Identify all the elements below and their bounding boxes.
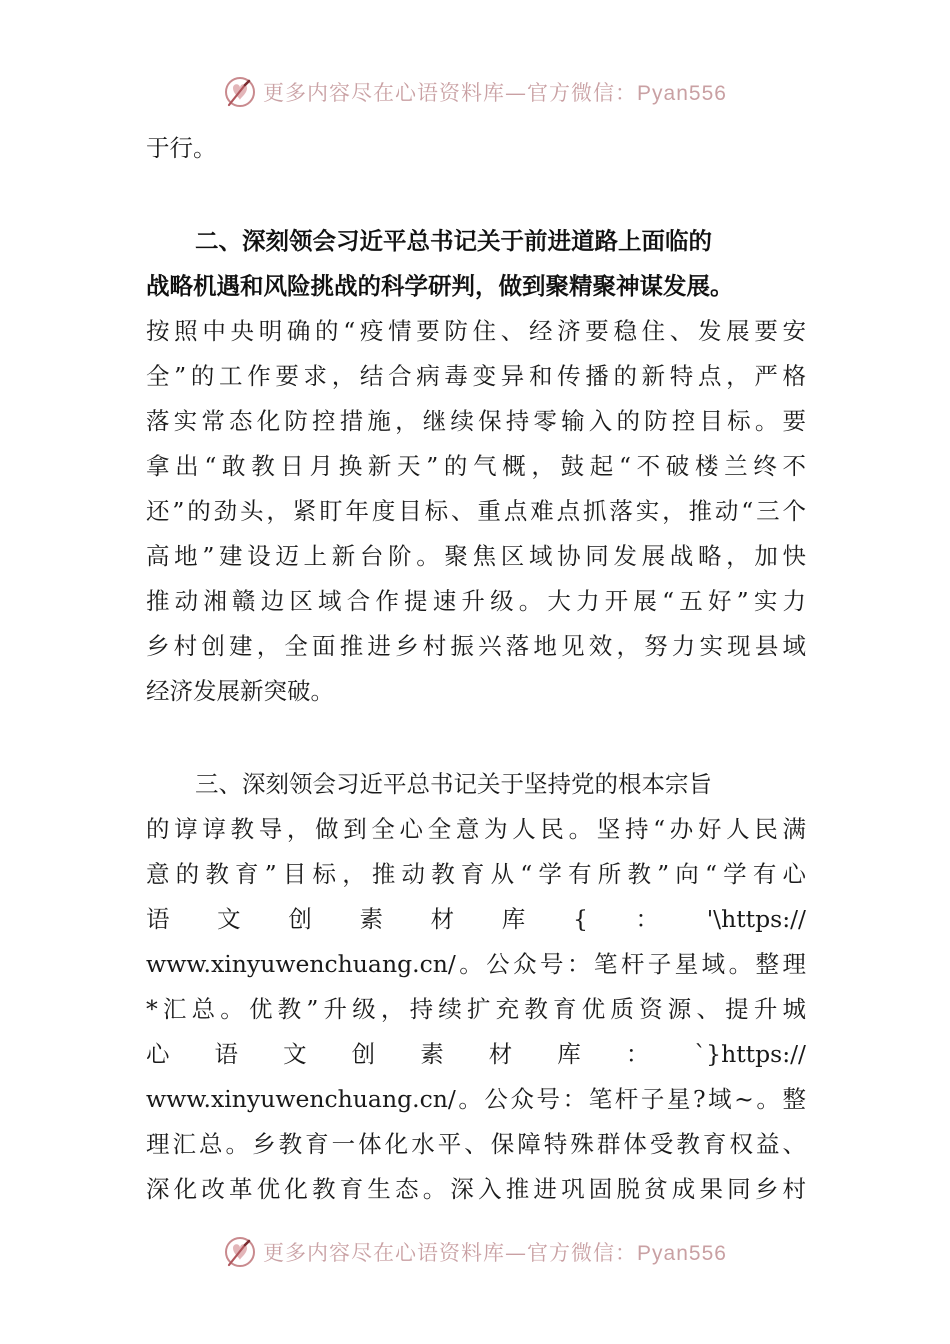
- section2-body-line: 按照中央明确的“疫情要防住、经济要稳住、发展要安: [146, 317, 806, 345]
- document-body: [146, 126, 806, 1212]
- section3-spread-line: 语 文 创 素 材 库 { ： '\https://: [146, 905, 806, 933]
- section2-heading-line-2: 战略机遇和风险挑战的科学研判，做到聚精聚神谋发展。: [146, 272, 734, 300]
- section2-body-line: 乡村创建，全面推进乡村振兴落地见效，努力实现县域: [146, 632, 806, 660]
- pen-heart-logo-icon: [223, 1235, 257, 1269]
- section3-line: www.xinyuwenchuang.cn/。公众号：笔杆子星域。整理: [146, 950, 806, 978]
- section2-body-line: 拿出“敢教日月换新天”的气概，鼓起“不破楼兰终不: [146, 452, 806, 480]
- section2-body-line: 还”的劲头，紧盯年度目标、重点难点抓落实，推动“三个: [146, 497, 806, 525]
- section2-body-line: 全”的工作要求，结合病毒变异和传播的新特点，严格: [146, 362, 806, 390]
- section2-heading-line-1: 二、深刻领会习近平总书记关于前进道路上面临的: [195, 227, 712, 255]
- section2-body-line: 经济发展新突破。: [146, 677, 334, 705]
- watermark-footer: [0, 1232, 950, 1272]
- watermark-header: [0, 72, 950, 112]
- section3-spread-line: 心 语 文 创 素 材 库 ： `}https://: [146, 1040, 806, 1068]
- section3-line: 意的教育”目标，推动教育从“学有所教”向“学有心: [146, 860, 806, 888]
- watermark-text: 更多内容尽在心语资料库—官方微信：Pyan556: [263, 81, 727, 105]
- continuation-line: 于行。: [146, 134, 217, 162]
- section2-body-line: 推动湘赣边区域合作提速升级。大力开展“五好”实力: [146, 587, 806, 615]
- section3-line: *汇总。优教”升级，持续扩充教育优质资源、提升城: [146, 995, 806, 1023]
- watermark-text: 更多内容尽在心语资料库—官方微信：Pyan556: [263, 1241, 727, 1265]
- section3-line: www.xinyuwenchuang.cn/。公众号：笔杆子星?域~。整: [146, 1085, 806, 1113]
- section3-line: 深化改革优化教育生态。深入推进巩固脱贫成果同乡村: [146, 1175, 806, 1203]
- section2-body-line: 高地”建设迈上新台阶。聚焦区域协同发展战略，加快: [146, 542, 806, 570]
- section2-body-line: 落实常态化防控措施，继续保持零输入的防控目标。要: [146, 407, 806, 435]
- section3-line: 理汇总。乡教育一体化水平、保障特殊群体受教育权益、: [146, 1130, 806, 1158]
- pen-heart-logo-icon: [223, 75, 257, 109]
- section3-line: 三、深刻领会习近平总书记关于坚持党的根本宗旨: [195, 770, 712, 798]
- section3-line: 的谆谆教导，做到全心全意为人民。坚持“办好人民满: [146, 815, 806, 843]
